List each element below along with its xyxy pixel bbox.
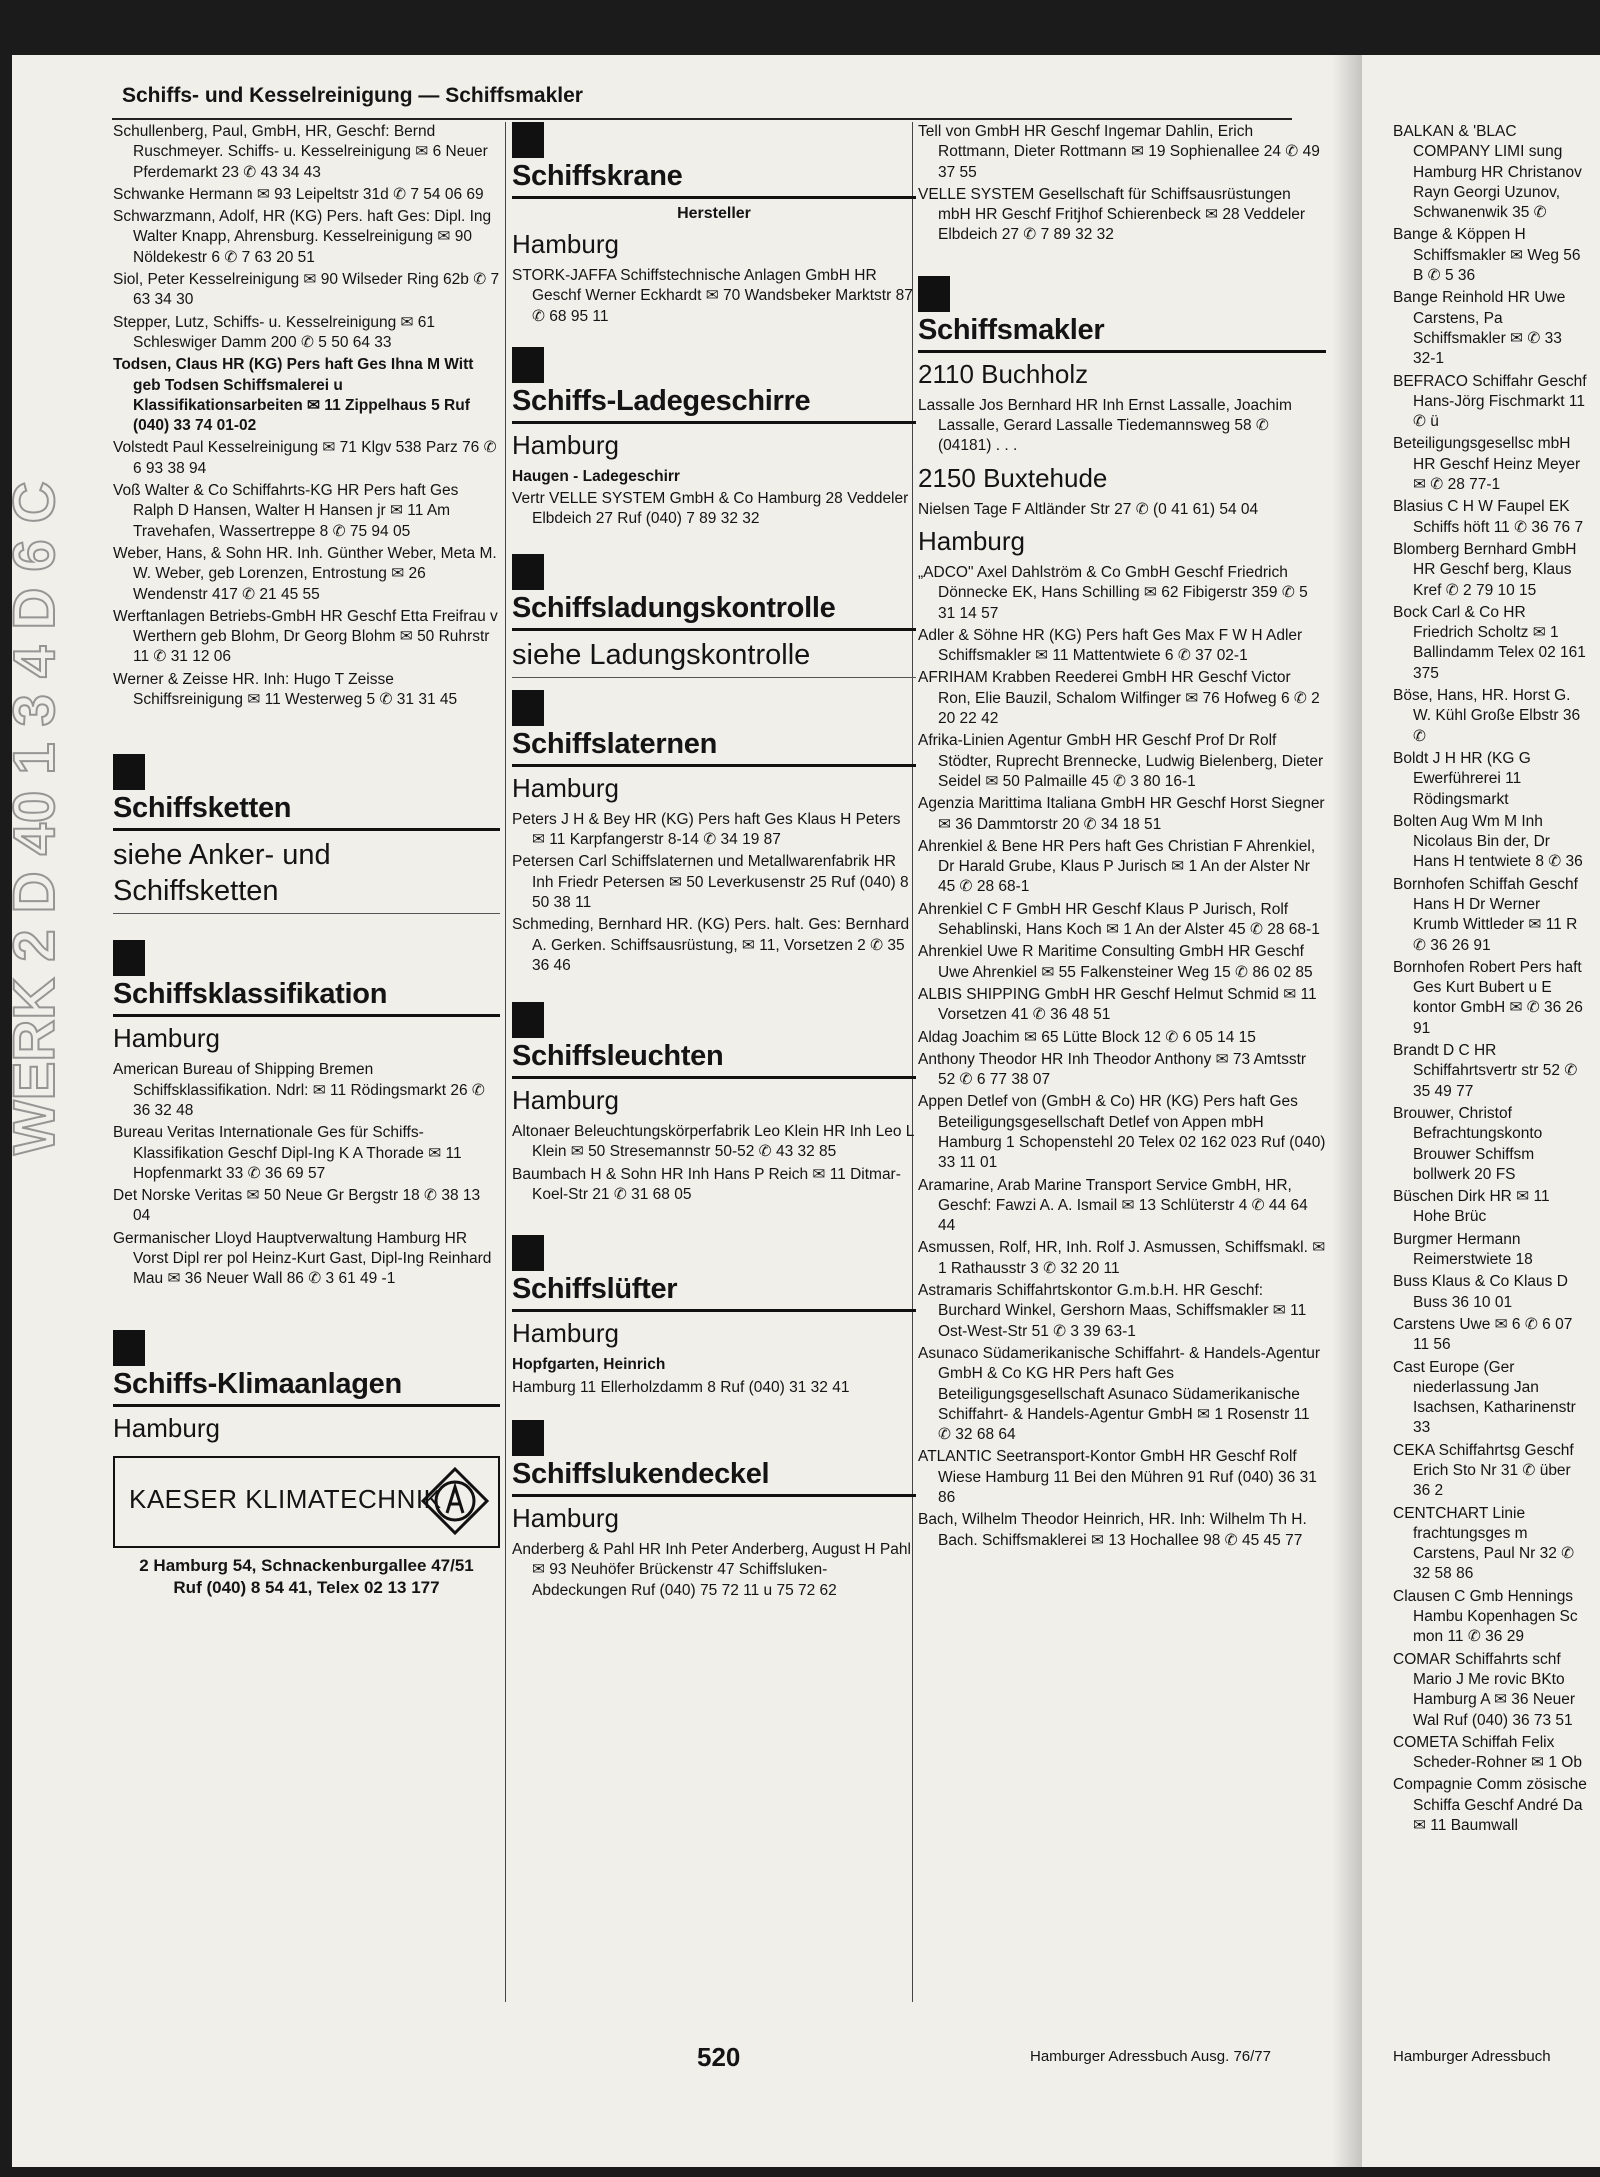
section-heading [918, 276, 1326, 353]
directory-entry: Bornhofen Schiffah Geschf Hans H Dr Werner Krumb Wittleder ✉ 11 R ✆ 36 26 91 [1393, 875, 1578, 954]
heading-marker-square [512, 690, 544, 726]
directory-entry: Bock Carl & Co HR Friedrich Scholtz ✉ 1 Ballindamm Telex 02 161 375 [1393, 603, 1586, 682]
directory-entry: Hamburg 11 Ellerholzdamm 8 Ruf (040) 31 32 41 [512, 1378, 850, 1396]
directory-entry: Vertr VELLE SYSTEM GmbH & Co Hamburg 28 Veddeler Elbdeich 27 Ruf (040) 7 89 32 32 [512, 490, 909, 528]
directory-entry: Peters J H & Bey HR (KG) Pers haft Ges Klaus H Peters ✉ 11 Karpfangerstr 8-14 ✆ 34 19 87 [512, 810, 901, 849]
city-heading: 2150 Buxtehude [918, 462, 1108, 493]
directory-entry: Bange & Köppen H Schiffsmakler ✉ Weg 56 B ✆ 5 36 [1393, 226, 1581, 285]
advertisement-address: 2 Hamburg 54, Schnackenburgallee 47/51 [139, 1555, 474, 1575]
directory-entry: Werner & Zeisse HR. Inh: Hugo T Zeisse Schiffsreinigung ✉ 11 Westerweg 5 ✆ 31 31 45 [113, 670, 458, 709]
section-heading-text: Schiffsladungskontrolle [512, 592, 916, 631]
directory-entry: Baumbach H & Sohn HR Inh Hans P Reich ✉ 11 Ditmar-Koel-Str 21 ✆ 31 68 05 [512, 1165, 901, 1204]
cross-reference: siehe Ladungskontrolle [512, 637, 916, 678]
directory-entry: Schmeding, Bernhard HR. (KG) Pers. halt. Ges: Bernhard A. Gerken. Schiffsausrüstung, ✉ 11, Vorsetzen 2 ✆ 35 36 46 [512, 916, 910, 974]
advertisement-box [113, 1456, 500, 1548]
section-heading [512, 1002, 916, 1079]
directory-entry: Burgmer Hermann Reimerstwiete 18 [1393, 1230, 1533, 1269]
section-heading-text: Schiffslaternen [512, 728, 916, 767]
city-heading: Hamburg [113, 1023, 220, 1054]
directory-entry: Germanischer Lloyd Hauptverwaltung Hamburg HR Vorst Dipl rer pol Heinz-Kurt Gast, Dipl-Ing Reinhard Mau ✉ 36 Neuer Wall 86 ✆ 3 61 49 -1 [113, 1229, 492, 1288]
city-heading: Hamburg [113, 1412, 220, 1443]
section-heading-text: Schiffsklassifikation [113, 978, 500, 1017]
directory-entry: Compagnie Comm zösische Schiffa Geschf André Da ✉ 11 Baumwall [1393, 1776, 1587, 1835]
directory-entry: Det Norske Veritas ✉ 50 Neue Gr Bergstr 18 ✆ 38 13 04 [113, 1187, 481, 1225]
heading-marker-square [113, 754, 145, 790]
directory-entry: Hopfgarten, Heinrich [512, 1356, 666, 1374]
directory-entry: Bornhofen Robert Pers haft Ges Kurt Bubert u E kontor GmbH ✉ ✆ 36 26 91 [1393, 958, 1583, 1037]
city-heading: Hamburg [512, 1318, 619, 1349]
directory-entry: Haugen - Ladegeschirr [512, 467, 680, 485]
column-4 [1393, 122, 1588, 1982]
directory-entry: CEKA Schiffahrtsg Geschf Erich Sto Nr 31 ✆ über 36 2 [1393, 1441, 1574, 1500]
advertisement-company-name: KAESER KLIMATECHNIK [129, 1483, 442, 1514]
directory-entry: Bureau Veritas Internationale Ges für Schiffs-Klassifikation Geschf Dipl-Ing K A Thorade ✉ 11 Hopfenmarkt 33 ✆ 36 69 57 [113, 1124, 462, 1182]
company-logo-icon [420, 1466, 490, 1536]
directory-entry: COMAR Schiffahrts schf Mario J Me rovic BKto Hamburg A ✉ 36 Neuer Wal Ruf (040) 36 73 51 [1393, 1650, 1576, 1729]
column-1 [113, 122, 500, 2022]
directory-entry: Brouwer, Christof Befrachtungskonto Brouwer Schiffsm bollwerk 20 FS [1393, 1104, 1543, 1183]
city-heading: Hamburg [512, 772, 619, 803]
directory-entry: BALKAN & 'BLAC COMPANY LIMI sung Hamburg HR Christanov Rayn Georgi Uzunov, Schwanenwik 35 ✆ [1393, 123, 1582, 222]
directory-entry: Appen Detlef von (GmbH & Co) HR (KG) Pers haft Ges Beteiligungsgesellschaft Detlef von Appen mbH Hamburg 1 Schopenstehl 20 Telex 02 162 023 Ruf (040) 33 11 01 [918, 1093, 1326, 1172]
directory-entry: Petersen Carl Schiffslaternen und Metallwarenfabrik HR Inh Friedr Petersen ✉ 50 Leverkusenstr 25 Ruf (040) 8 50 38 11 [512, 853, 909, 911]
city-heading: Hamburg [512, 1085, 619, 1116]
directory-entry: Todsen, Claus HR (KG) Pers haft Ges Ihna M Witt geb Todsen Schiffsmalerei u Klassifikationsarbeiten ✉ 11 Zippelhaus 5 Ruf (040) 33 74 01-02 [113, 356, 474, 435]
section-heading-text: Schiffs-Ladegeschirre [512, 385, 916, 424]
directory-entry: Adler & Söhne HR (KG) Pers haft Ges Max F W H Adler Schiffsmakler ✉ 11 Mattentwiete 6 ✆ 37 02-1 [918, 626, 1303, 665]
section-heading-text: Schiffsmakler [918, 314, 1326, 353]
section-heading [512, 122, 916, 199]
directory-entry: Weber, Hans, & Sohn HR. Inh. Günther Weber, Meta M. W. Weber, geb Lorenzen, Entrostung ✉ 26 Wendenstr 417 ✆ 21 45 55 [113, 544, 497, 603]
column-3 [918, 122, 1326, 2022]
directory-entry: Ahrenkiel C F GmbH HR Geschf Klaus P Jurisch, Rolf Sehablinski, Hans Koch ✉ 1 An der Alster 45 ✆ 28 68-1 [918, 900, 1320, 939]
publication-footer: Hamburger Adressbuch Ausg. 76/77 [1030, 2048, 1271, 2065]
directory-entry: Anderberg & Pahl HR Inh Peter Anderberg, August H Pahl ✉ 93 Neuhöfer Brückenstr 47 Schiffsluken-Abdeckungen Ruf (040) 75 72 11 u 75 72 62 [512, 1540, 911, 1599]
directory-entry: Clausen C Gmb Hennings Hambu Kopenhagen Sc mon 11 ✆ 36 29 [1393, 1587, 1578, 1646]
section-heading-text: Schiffskrane [512, 160, 916, 199]
heading-marker-square [512, 1420, 544, 1456]
directory-entry: Blomberg Bernhard GmbH HR Geschf berg, Klaus Kref ✆ 2 79 10 15 [1393, 540, 1577, 599]
city-heading: Hamburg [512, 1502, 619, 1533]
directory-entry: Voß Walter & Co Schiffahrts-KG HR Pers haft Ges Ralph D Hansen, Walter H Hansen jr ✉ 11 Am Travehafen, Wassertreppe 8 ✆ 75 94 05 [113, 482, 459, 540]
directory-entry: COMETA Schiffah Felix Scheder-Rohner ✉ 1 Ob [1393, 1733, 1582, 1772]
column-2 [512, 122, 916, 2022]
page-gutter-shadow [1332, 55, 1362, 2167]
advertisement-phone: Ruf (040) 8 54 41, Telex 02 13 177 [173, 1577, 440, 1597]
directory-entry: VELLE SYSTEM Gesellschaft für Schiffsausrüstungen mbH HR Geschf Fritjhof Schierenbeck ✉ 28 Veddeler Elbdeich 27 ✆ 7 89 32 32 [918, 185, 1306, 244]
directory-entry: Ahrenkiel Uwe R Maritime Consulting GmbH HR Geschf Uwe Ahrenkiel ✉ 55 Falkensteiner Weg 15 ✆ 86 02 85 [918, 943, 1313, 981]
directory-entry: Anthony Theodor HR Inh Theodor Anthony ✉ 73 Amtsstr 52 ✆ 6 77 38 07 [918, 1050, 1307, 1089]
section-heading [113, 1330, 500, 1407]
heading-marker-square [512, 347, 544, 383]
directory-entry: Asmussen, Rolf, HR, Inh. Rolf J. Asmussen, Schiffsmakl. ✉ 1 Rathausstr 3 ✆ 32 20 11 [918, 1239, 1326, 1277]
directory-entry: Nielsen Tage F Altländer Str 27 ✆ (0 41 61) 54 04 [918, 500, 1259, 518]
page-number: 520 [697, 2042, 741, 2072]
page-header [112, 78, 1292, 120]
section-heading [113, 940, 500, 1017]
stamp-text: WERK 2 D 40 1 3 4 D 6 C [2, 481, 67, 1155]
directory-entry: Schullenberg, Paul, GmbH, HR, Geschf: Bernd Ruschmeyer. Schiffs- u. Kesselreinigung ✉ 6 Neuer Pferdemarkt 23 ✆ 43 34 43 [113, 123, 488, 181]
directory-entry: ALBIS SHIPPING GmbH HR Geschf Helmut Schmid ✉ 11 Vorsetzen 41 ✆ 36 48 51 [918, 985, 1317, 1024]
directory-entry: Werftanlagen Betriebs-GmbH HR Geschf Etta Freifrau v Werthern geb Blohm, Dr Georg Blohm ✉ 50 Ruhrstr 11 ✆ 31 12 06 [113, 607, 498, 666]
directory-entry: Astramaris Schiffahrtskontor G.m.b.H. HR Geschf: Burchard Winkel, Gershorn Maas, Schiffsmakler ✉ 11 Ost-West-Str 51 ✆ 3 39 63-1 [918, 1282, 1307, 1340]
directory-entry: Aramarine, Arab Marine Transport Service GmbH, HR, Geschf: Fawzi A. A. Ismail ✉ 13 Schlüterstr 4 ✆ 44 64 44 [918, 1176, 1308, 1235]
section-heading [512, 347, 916, 424]
directory-entry: Altonaer Beleuchtungskörperfabrik Leo Klein HR Inh Leo L Klein ✉ 50 Stresemannstr 50-52 ✆ 43 32 85 [512, 1123, 914, 1161]
page-title: Schiffs- und Kesselreinigung — Schiffsmakler [122, 84, 583, 107]
directory-entry: Asunaco Südamerikanische Schiffahrt- & Handels-Agentur GmbH & Co KG HR Pers haft Ges Beteiligungsgesellschaft Asunaco Südamerikanische Schiffahrt- & Handels-Agentur GmbH ✉ 1 Rosenstr 11 ✆ 32 68 64 [918, 1344, 1321, 1444]
directory-entry: CENTCHART Linie frachtungsges m Carstens, Paul Nr 32 ✆ 32 58 86 [1393, 1504, 1575, 1583]
directory-entry: Bach, Wilhelm Theodor Heinrich, HR. Inh: Wilhelm Th H. Bach. Schiffsmaklerei ✉ 13 Hochallee 98 ✆ 45 45 77 [918, 1511, 1307, 1549]
directory-entry: STORK-JAFFA Schiffstechnische Anlagen GmbH HR Geschf Werner Eckhardt ✉ 70 Wandsbeker Marktstr 87 ✆ 68 95 11 [512, 267, 913, 325]
section-heading [512, 690, 916, 767]
directory-entry: Schwanke Hermann ✉ 93 Leipeltstr 31d ✆ 7 54 06 69 [113, 185, 484, 203]
heading-marker-square [918, 276, 950, 312]
section-heading [113, 754, 500, 831]
directory-entry: Agenzia Marittima Italiana GmbH HR Geschf Horst Siegner ✉ 36 Dammtorstr 20 ✆ 34 18 51 [918, 795, 1325, 833]
directory-entry: Tell von GmbH HR Geschf Ingemar Dahlin, Erich Rottmann, Dieter Rottmann ✉ 19 Sophienallee 24 ✆ 49 37 55 [918, 123, 1320, 181]
section-heading-text: Schiffsketten [113, 792, 500, 831]
directory-entry: ATLANTIC Seetransport-Kontor GmbH HR Geschf Rolf Wiese Hamburg 11 Bei den Mühren 91 Ruf (040) 36 31 86 [918, 1448, 1317, 1507]
directory-entry: Buss Klaus & Co Klaus D Buss 36 10 01 [1393, 1273, 1568, 1311]
city-heading: Hamburg [918, 525, 1025, 556]
directory-entry: Boldt J H HR (KG G Ewerführerei 11 Rödingsmarkt [1393, 749, 1531, 808]
directory-entry: Büschen Dirk HR ✉ 11 Hohe Brüc [1393, 1188, 1550, 1226]
advertisement [113, 1456, 500, 1598]
directory-entry: Cast Europe (Ger niederlassung Jan Isachsen, Katharinenstr 33 [1393, 1358, 1576, 1437]
publication-footer-right: Hamburger Adressbuch [1393, 2048, 1551, 2065]
directory-entry: BEFRACO Schiffahr Geschf Hans-Jörg Fischmarkt 11 ✆ ü [1393, 372, 1587, 431]
heading-marker-square [512, 1002, 544, 1038]
heading-marker-square [512, 554, 544, 590]
directory-entry: Aldag Joachim ✉ 65 Lütte Block 12 ✆ 6 05 14 15 [918, 1028, 1256, 1046]
directory-entry: Schwarzmann, Adolf, HR (KG) Pers. haft Ges: Dipl. Ing Walter Knapp, Ahrensburg. Kesselreinigung ✉ 90 Nöldekestr 6 ✆ 7 63 20 51 [113, 208, 492, 266]
directory-entry: Lassalle Jos Bernhard HR Inh Ernst Lassalle, Joachim Lassalle, Gerard Lassalle Tiedemannsweg 58 ✆ (04181) . . . [918, 396, 1292, 455]
section-heading [512, 1420, 916, 1497]
directory-entry: „ADCO" Axel Dahlström & Co GmbH Geschf Friedrich Dönnecke EK, Hans Schilling ✉ 62 Fibigerstr 359 ✆ 5 31 14 57 [918, 563, 1308, 622]
section-heading-text: Schiffslüfter [512, 1273, 916, 1312]
directory-entry: Blasius C H W Faupel EK Schiffs höft 11 ✆ 36 76 7 [1393, 498, 1584, 536]
heading-marker-square [113, 940, 145, 976]
section-heading-text: Schiffs-Klimaanlagen [113, 1368, 500, 1407]
heading-marker-square [113, 1330, 145, 1366]
city-heading: Hamburg [512, 429, 619, 460]
microfilm-stamp [2, 95, 76, 1175]
directory-entry: Bolten Aug Wm M Inh Nicolaus Bin der, Dr Hans H tentwiete 8 ✆ 36 [1393, 812, 1583, 871]
directory-entry: Afrika-Linien Agentur GmbH HR Geschf Prof Dr Rolf Stödter, Ruprecht Brennecke, Ludwig Bielenberg, Dieter Seidel ✉ 50 Palmaille 45 ✆ 3 80 16-1 [918, 732, 1324, 790]
directory-entry: Ahrenkiel & Bene HR Pers haft Ges Christian F Ahrenkiel, Dr Harald Grube, Klaus P Jurisch ✉ 1 An der Alster Nr 45 ✆ 28 68-1 [918, 837, 1316, 896]
directory-entry: Bange Reinhold HR Uwe Carstens, Pa Schiffsmakler ✉ ✆ 33 32-1 [1393, 289, 1566, 368]
directory-entry: Volstedt Paul Kesselreinigung ✉ 71 Klgv 538 Parz 76 ✆ 6 93 38 94 [113, 439, 497, 477]
directory-entry: AFRIHAM Krabben Reederei GmbH HR Geschf Victor Ron, Elie Bauzil, Schalom Wilfinger ✉ 76 Hofweg 6 ✆ 2 20 22 42 [918, 669, 1320, 728]
directory-entry: Siol, Peter Kesselreinigung ✉ 90 Wilseder Ring 62b ✆ 7 63 34 30 [113, 271, 500, 309]
section-heading-text: Schiffslukendeckel [512, 1458, 916, 1497]
directory-entry: Brandt D C HR Schiffahrtsvertr str 52 ✆ 35 49 77 [1393, 1042, 1578, 1100]
directory-entry: American Bureau of Shipping Bremen Schiffsklassifikation. Ndrl: ✉ 11 Rödingsmarkt 26 ✆ 36 32 48 [113, 1061, 485, 1119]
city-heading: Hamburg [512, 229, 619, 259]
heading-marker-square [512, 1235, 544, 1271]
directory-entry: Beteiligungsgesellsc mbH HR Geschf Heinz Meyer ✉ ✆ 28 77-1 [1393, 435, 1581, 494]
cross-reference: siehe Anker- und Schiffsketten [113, 837, 500, 914]
section-heading [512, 554, 916, 631]
subheading: Hersteller [677, 205, 751, 222]
city-heading: 2110 Buchholz [918, 358, 1089, 389]
heading-marker-square [512, 122, 544, 158]
section-heading-text: Schiffsleuchten [512, 1040, 916, 1079]
directory-entry: Carstens Uwe ✉ 6 ✆ 6 07 11 56 [1393, 1315, 1573, 1354]
column-divider [505, 122, 506, 2002]
section-heading [512, 1235, 916, 1312]
directory-entry: Böse, Hans, HR. Horst G. W. Kühl Große Elbstr 36 ✆ [1393, 687, 1581, 745]
directory-entry: Stepper, Lutz, Schiffs- u. Kesselreinigung ✉ 61 Schleswiger Damm 200 ✆ 5 50 64 33 [113, 313, 436, 351]
